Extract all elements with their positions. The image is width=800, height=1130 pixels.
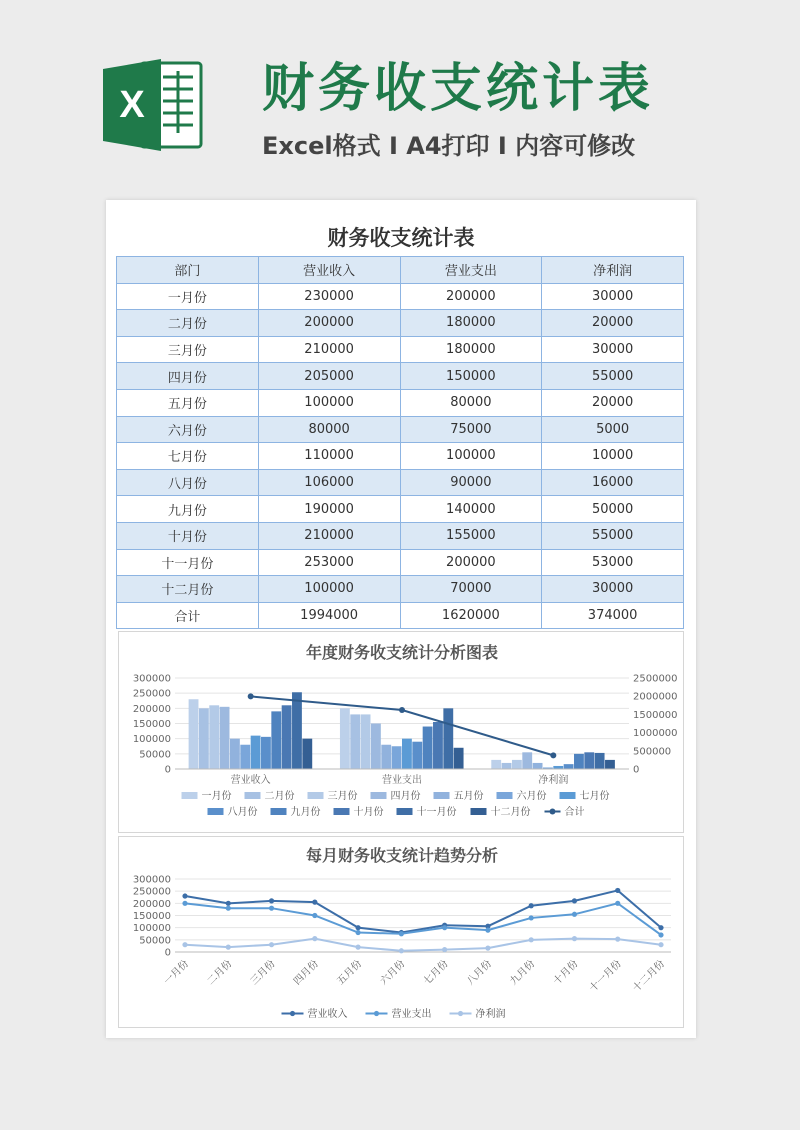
table-cell[interactable]: 30000 [542, 283, 684, 310]
legend-label: 六月份 [516, 791, 547, 802]
y-tick-label: 100000 [132, 923, 171, 935]
y-tick-label: 100000 [132, 734, 171, 746]
annual-chart [118, 631, 684, 833]
bar [522, 752, 532, 769]
series-point [572, 936, 577, 941]
table-row [117, 469, 684, 496]
legend-label: 七月份 [579, 791, 610, 802]
series-point [572, 898, 577, 903]
table-cell[interactable]: 53000 [542, 549, 684, 576]
chart-title: 年度财务收支统计分析图表 [305, 643, 499, 662]
y2-tick-label: 500000 [633, 746, 672, 758]
table-cell[interactable]: 五月份 [117, 389, 259, 416]
bar [361, 714, 371, 769]
table-total-row [117, 602, 684, 629]
x-tick-label: 营业支出 [382, 775, 422, 786]
bar [605, 760, 615, 769]
table-cell[interactable]: 七月份 [117, 443, 259, 470]
series-point [355, 930, 360, 935]
legend-swatch [371, 792, 387, 799]
table-cell[interactable]: 10000 [542, 443, 684, 470]
table-row [117, 522, 684, 549]
legend-label: 净利润 [475, 1009, 506, 1020]
series-point [312, 900, 317, 905]
excel-logo-icon [103, 57, 203, 153]
x-tick-label: 净利润 [538, 775, 569, 786]
legend-label: 十月份 [353, 807, 384, 818]
series-line [185, 890, 661, 932]
table-cell[interactable]: 100000 [400, 443, 542, 470]
spreadsheet-page [106, 200, 696, 1038]
table-cell[interactable]: 140000 [400, 496, 542, 523]
series-point [485, 946, 490, 951]
y-tick-label: 250000 [132, 886, 171, 898]
table-cell[interactable]: 100000 [258, 576, 400, 603]
legend-swatch [550, 809, 556, 815]
series-point [658, 925, 663, 930]
legend-swatch [290, 1011, 295, 1016]
legend-swatch [334, 808, 350, 815]
table-cell[interactable]: 100000 [258, 389, 400, 416]
bar [282, 705, 292, 769]
table-row [117, 310, 684, 337]
legend-label: 八月份 [227, 807, 258, 818]
table-cell[interactable]: 55000 [542, 522, 684, 549]
legend-swatch [208, 808, 224, 815]
bar [584, 752, 594, 769]
bar [423, 727, 433, 769]
banner-subtitle: Excel格式 I A4打印 I 内容可修改 [262, 132, 636, 160]
table-cell[interactable]: 四月份 [117, 363, 259, 390]
bar [502, 763, 512, 769]
bar [564, 764, 574, 769]
series-point [529, 903, 534, 908]
x-tick-label: 三月份 [248, 958, 278, 988]
bar [199, 708, 209, 769]
chart-title: 每月财务收支统计趋势分析 [305, 846, 499, 865]
series-point [355, 945, 360, 950]
table-cell[interactable]: 80000 [400, 389, 542, 416]
table-cell[interactable]: 80000 [258, 416, 400, 443]
y-tick-label: 150000 [132, 719, 171, 730]
bar [251, 736, 261, 769]
legend-swatch [374, 1011, 379, 1016]
table-cell[interactable]: 253000 [258, 549, 400, 576]
y-tick-label: 300000 [132, 874, 171, 886]
legend-label: 十一月份 [416, 807, 457, 818]
table-cell[interactable]: 二月份 [117, 310, 259, 337]
y2-tick-label: 1000000 [633, 728, 678, 740]
table-cell[interactable]: 190000 [258, 496, 400, 523]
series-point [269, 898, 274, 903]
table-cell[interactable]: 180000 [400, 336, 542, 363]
series-point [182, 893, 187, 898]
table-cell[interactable]: 200000 [400, 549, 542, 576]
series-point [269, 906, 274, 911]
table-row [117, 389, 684, 416]
series-point [226, 901, 231, 906]
bar [512, 760, 522, 769]
x-tick-label: 营业收入 [230, 775, 271, 786]
x-tick-label: 四月份 [291, 958, 321, 988]
legend-swatch [397, 808, 413, 815]
series-point [658, 942, 663, 947]
bar [412, 742, 422, 769]
y-tick-label: 250000 [132, 688, 171, 700]
legend-label: 营业收入 [307, 1009, 348, 1020]
finance-table [116, 256, 684, 629]
table-cell[interactable]: 110000 [258, 443, 400, 470]
series-point [269, 942, 274, 947]
y-tick-label: 200000 [132, 898, 171, 910]
legend-label: 合计 [564, 807, 585, 818]
table-cell[interactable]: 30000 [542, 336, 684, 363]
series-point [182, 942, 187, 947]
total-cell[interactable]: 374000 [542, 602, 684, 629]
legend-swatch [245, 792, 261, 799]
series-point [572, 912, 577, 917]
table-cell[interactable]: 50000 [542, 496, 684, 523]
table-cell[interactable]: 106000 [258, 469, 400, 496]
bar [350, 714, 360, 769]
legend-swatch [471, 808, 487, 815]
bar [454, 748, 464, 769]
total-cell[interactable]: 1620000 [400, 602, 542, 629]
legend-label: 十二月份 [490, 807, 531, 818]
table-cell[interactable]: 150000 [400, 363, 542, 390]
total-cell[interactable]: 1994000 [258, 602, 400, 629]
table-cell[interactable]: 155000 [400, 522, 542, 549]
bar [220, 707, 230, 769]
table-cell[interactable]: 十二月份 [117, 576, 259, 603]
table-cell[interactable]: 230000 [258, 283, 400, 310]
bar [533, 763, 543, 769]
series-point [658, 932, 663, 937]
table-cell[interactable]: 210000 [258, 336, 400, 363]
bar [209, 705, 219, 769]
y2-tick-label: 2000000 [633, 691, 678, 703]
bar [292, 692, 302, 769]
series-point [355, 925, 360, 930]
table-cell[interactable]: 200000 [400, 283, 542, 310]
bar [271, 711, 281, 769]
table-cell[interactable]: 210000 [258, 522, 400, 549]
table-cell[interactable]: 十一月份 [117, 549, 259, 576]
series-point [182, 901, 187, 906]
x-tick-label: 十一月份 [587, 958, 624, 995]
legend-label: 四月份 [390, 791, 421, 802]
bar [340, 708, 350, 769]
header-cell[interactable]: 营业收入 [258, 257, 400, 284]
bar [302, 739, 312, 769]
table-row [117, 576, 684, 603]
table-cell[interactable]: 200000 [258, 310, 400, 337]
series-point [615, 937, 620, 942]
y-tick-label: 200000 [132, 703, 171, 715]
x-tick-label: 六月份 [378, 958, 408, 988]
table-row [117, 416, 684, 443]
annual-chart-svg [119, 632, 685, 834]
bar [240, 745, 250, 769]
header-cell[interactable]: 部门 [117, 257, 259, 284]
monthly-trend-chart [118, 836, 684, 1028]
monthly-trend-chart-svg [119, 837, 685, 1029]
header-cell[interactable]: 净利润 [542, 257, 684, 284]
table-cell[interactable]: 180000 [400, 310, 542, 337]
table-cell[interactable]: 六月份 [117, 416, 259, 443]
total-cell[interactable]: 合计 [117, 602, 259, 629]
table-cell[interactable]: 75000 [400, 416, 542, 443]
svg-text:X: X [119, 84, 145, 126]
series-point [442, 947, 447, 952]
series-point [615, 901, 620, 906]
series-point [399, 931, 404, 936]
table-cell[interactable]: 十月份 [117, 522, 259, 549]
bar [371, 724, 381, 770]
table-row [117, 336, 684, 363]
x-tick-label: 十月份 [551, 958, 581, 988]
y-tick-label: 50000 [139, 749, 171, 761]
legend-label: 营业支出 [391, 1009, 432, 1020]
x-tick-label: 八月份 [465, 958, 495, 988]
legend-swatch [434, 792, 450, 799]
banner [0, 0, 800, 190]
bar [392, 746, 402, 769]
table-cell[interactable]: 20000 [542, 389, 684, 416]
table-cell[interactable]: 一月份 [117, 283, 259, 310]
series-point [529, 937, 534, 942]
x-tick-label: 七月份 [421, 958, 451, 988]
series-line [185, 939, 661, 951]
legend-swatch [560, 792, 576, 799]
table-row [117, 283, 684, 310]
y2-tick-label: 2500000 [633, 673, 678, 685]
series-point [615, 888, 620, 893]
bar [381, 745, 391, 769]
legend-label: 二月份 [264, 791, 295, 802]
table-cell[interactable]: 九月份 [117, 496, 259, 523]
table-cell[interactable]: 55000 [542, 363, 684, 390]
legend-label: 五月份 [453, 791, 484, 802]
bar [443, 708, 453, 769]
legend-swatch [497, 792, 513, 799]
sheet-title: 财务收支统计表 [327, 226, 475, 250]
series-point [226, 906, 231, 911]
header-cell[interactable]: 营业支出 [400, 257, 542, 284]
legend-label: 三月份 [327, 791, 358, 802]
banner-title: 财务收支统计表 [262, 59, 655, 119]
series-point [529, 915, 534, 920]
x-tick-label: 十二月份 [631, 958, 668, 995]
table-cell[interactable]: 205000 [258, 363, 400, 390]
bar [230, 739, 240, 769]
legend-swatch [271, 808, 287, 815]
table-row [117, 443, 684, 470]
legend-label: 九月份 [290, 807, 321, 818]
total-series-point [550, 752, 556, 758]
y-tick-label: 150000 [132, 911, 171, 922]
bar [402, 739, 412, 769]
bar [491, 760, 501, 769]
table-cell[interactable]: 70000 [400, 576, 542, 603]
y2-tick-label: 1500000 [633, 709, 678, 721]
total-series-point [248, 693, 254, 699]
series-point [485, 928, 490, 933]
table-row [117, 363, 684, 390]
bar [595, 753, 605, 769]
total-series-point [399, 707, 405, 713]
legend-swatch [458, 1011, 463, 1016]
table-header-row [117, 257, 684, 284]
series-point [226, 945, 231, 950]
y-tick-label: 0 [164, 764, 171, 776]
bar [574, 754, 584, 769]
table-cell[interactable]: 5000 [542, 416, 684, 443]
x-tick-label: 九月份 [508, 958, 538, 988]
bar [261, 737, 271, 769]
y-tick-label: 0 [164, 947, 171, 959]
bar [189, 699, 199, 769]
table-cell[interactable]: 30000 [542, 576, 684, 603]
x-tick-label: 一月份 [162, 958, 192, 988]
series-point [399, 948, 404, 953]
table-row [117, 549, 684, 576]
table-row [117, 496, 684, 523]
table-cell[interactable]: 20000 [542, 310, 684, 337]
bar [433, 722, 443, 769]
legend-swatch [308, 792, 324, 799]
table-cell[interactable]: 三月份 [117, 336, 259, 363]
table-cell[interactable]: 八月份 [117, 469, 259, 496]
legend-label: 一月份 [201, 791, 232, 802]
y-tick-label: 300000 [132, 673, 171, 685]
table-cell[interactable]: 16000 [542, 469, 684, 496]
series-line [185, 903, 661, 935]
table-cell[interactable]: 90000 [400, 469, 542, 496]
series-point [312, 936, 317, 941]
x-tick-label: 二月份 [205, 958, 235, 988]
series-point [442, 925, 447, 930]
y2-tick-label: 0 [633, 764, 640, 776]
series-point [312, 913, 317, 918]
y-tick-label: 50000 [139, 935, 171, 947]
x-tick-label: 五月份 [335, 958, 365, 988]
legend-swatch [182, 792, 198, 799]
